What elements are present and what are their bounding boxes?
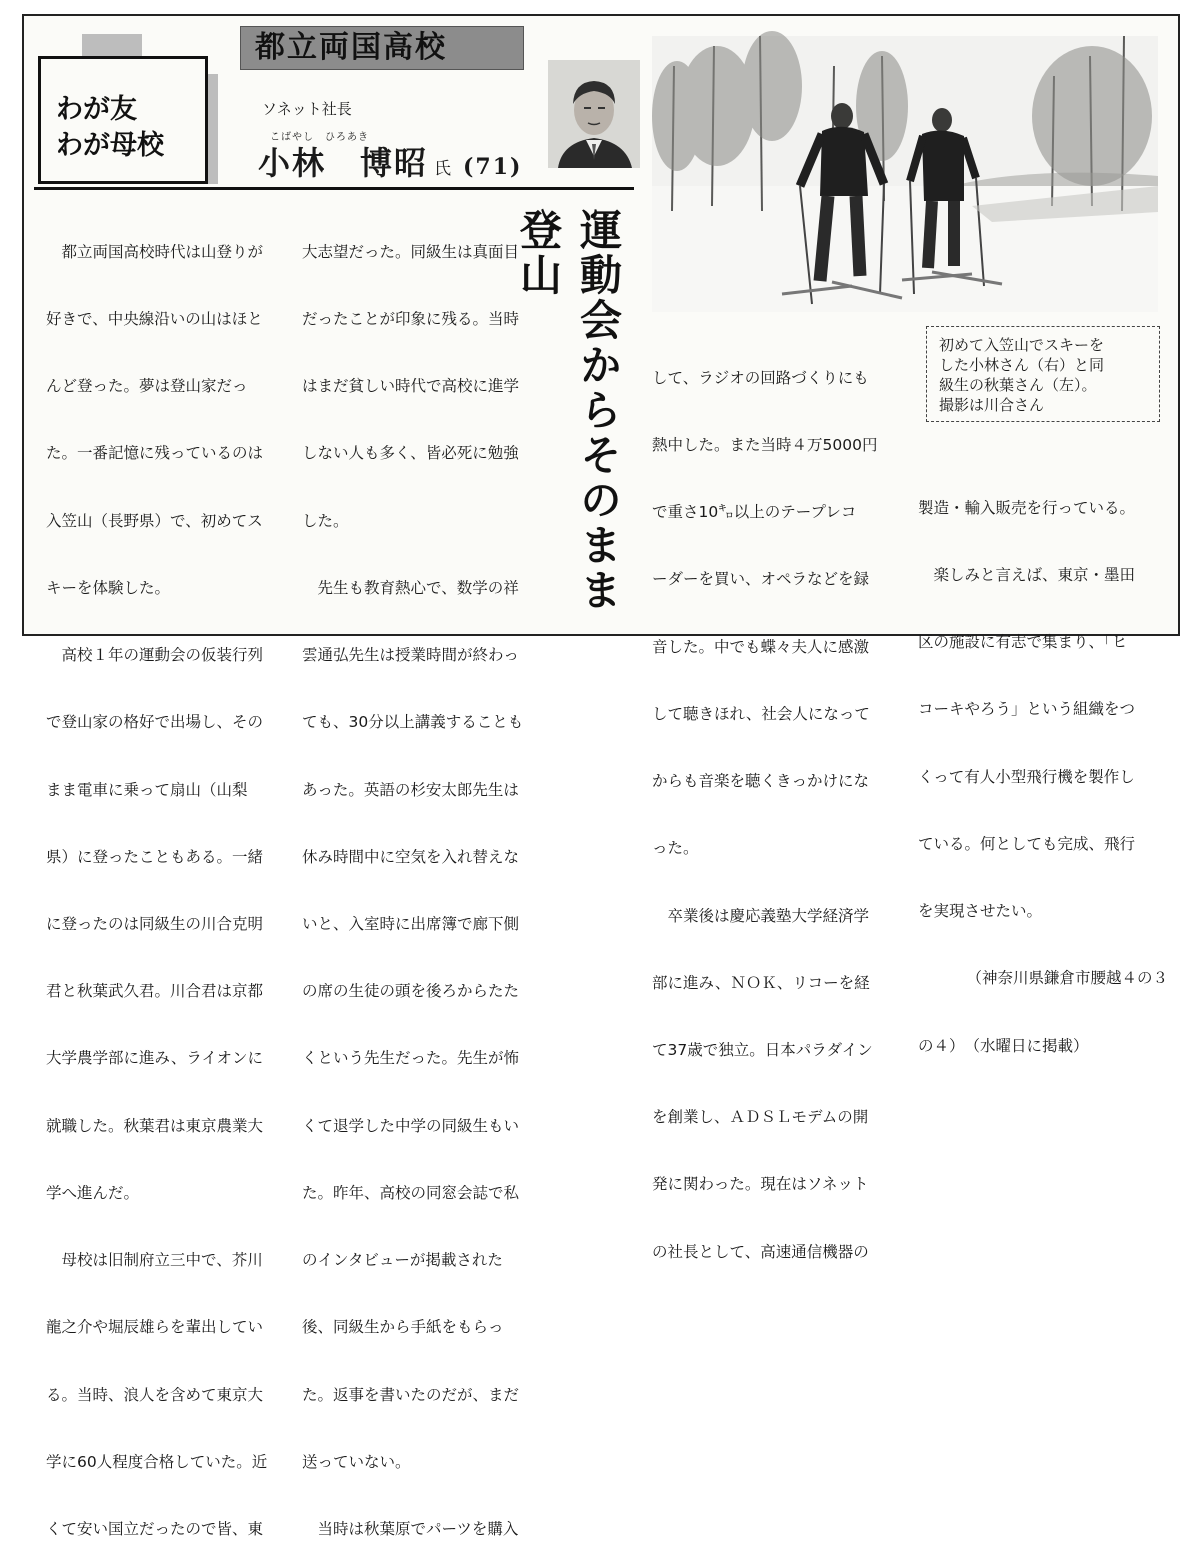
text-line: 音した。中でも蝶々夫人に感激 — [652, 637, 870, 656]
text-line: して聴きほれ、社会人になって — [652, 704, 870, 723]
name-ruby: こばやし ひろあき — [270, 132, 369, 143]
text-line: した。 — [302, 511, 349, 530]
text-line: しない人も多く、皆必死に勉強 — [302, 444, 519, 463]
text-line: あった。英語の杉安太郎先生は — [302, 780, 519, 799]
text-line: んど登った。夢は登山家だっ — [46, 377, 248, 396]
text-line: 熱中した。また当時４万5000円 — [652, 436, 878, 455]
text-line: 入笠山（長野県）で、初めてス — [46, 511, 263, 530]
text-line: 好きで、中央線沿いの山はほと — [46, 310, 263, 329]
text-line: た。返事を書いたのだが、まだ — [302, 1385, 520, 1404]
text-line: 母校は旧制府立三中で、芥川 — [46, 1251, 263, 1270]
header-rule — [34, 187, 634, 190]
text-line: くという先生だった。先生が怖 — [302, 1049, 520, 1068]
person-name: 小林 博昭 — [258, 144, 429, 182]
text-line: はまだ貧しい時代で高校に進学 — [302, 377, 520, 396]
text-line: キーを体験した。 — [46, 578, 171, 597]
article-column-1 — [46, 196, 296, 1563]
article-column-4 — [918, 452, 1168, 1079]
text-line: で登山家の格好で出場し、その — [46, 713, 264, 732]
person-age: (71) — [463, 154, 523, 180]
text-line: 大志望だった。同級生は真面目 — [302, 242, 520, 261]
person-name-line — [258, 138, 522, 184]
text-line: 学に60人程度合格していた。近 — [46, 1452, 268, 1471]
text-line: 当時は秋葉原でパーツを購入 — [302, 1519, 519, 1538]
photo-caption — [926, 326, 1160, 422]
text-line: た。昨年、高校の同窓会誌で私 — [302, 1183, 520, 1202]
series-emblem — [30, 34, 218, 184]
text-line: 大学農学部に進み、ライオンに — [46, 1049, 264, 1068]
text-line: 龍之介や堀辰雄らを輩出してい — [46, 1318, 264, 1337]
text-line: 卒業後は慶応義塾大学経済学 — [652, 906, 870, 925]
caption-line: 級生の秋葉さん（左）。 — [939, 376, 1097, 394]
text-line: て37歳で独立。日本パラダイン — [652, 1041, 873, 1059]
text-line: だったことが印象に残る。当時 — [302, 310, 520, 329]
caption-line: 初めて入笠山でスキーを — [939, 336, 1105, 354]
portrait-illustration — [548, 60, 640, 168]
text-line: に登ったのは同級生の川合克明 — [46, 915, 264, 933]
text-line: からも音楽を聴くきっかけにな — [652, 772, 870, 791]
portrait-photo — [548, 60, 640, 168]
text-line: 楽しみと言えば、東京・墨田 — [918, 566, 1136, 585]
text-line: くて退学した中学の同級生もい — [302, 1116, 520, 1135]
headline: 運動会からそのまま登山 — [514, 208, 623, 613]
school-name-banner: 都立両国高校 — [240, 26, 524, 70]
text-line: して、ラジオの回路づくりにも — [652, 368, 869, 387]
text-line: の社長として、高速通信機器の — [652, 1242, 869, 1261]
text-line: 休み時間中に空気を入れ替えな — [302, 847, 520, 866]
text-line: 雲通弘先生は授業時間が終わっ — [302, 646, 519, 665]
text-line: いと、入室時に出席簿で廊下側 — [302, 915, 520, 933]
text-line: った。 — [652, 839, 699, 858]
ski-scene-illustration — [652, 36, 1158, 312]
text-line: を実現させたい。 — [918, 902, 1043, 921]
text-line: る。当時、浪人を含めて東京大 — [46, 1385, 264, 1404]
honorific: 氏 — [434, 159, 454, 179]
text-line: くって有人小型飛行機を製作し — [918, 767, 1135, 786]
address-line: （神奈川県鎌倉市腰越４の３ — [966, 969, 1168, 988]
text-line: 製造・輸入販売を行っている。 — [918, 498, 1136, 517]
caption-line: した小林さん（右）と同 — [939, 356, 1105, 374]
text-line: 区の施設に有志で集まり、「ヒ — [918, 633, 1128, 652]
text-line: 発に関わった。現在はソネット — [652, 1175, 869, 1194]
text-line: の席の生徒の頭を後ろからたた — [302, 982, 520, 1001]
text-line: 県）に登ったこともある。一緒 — [46, 847, 264, 866]
text-line: 就職した。秋葉君は東京農業大 — [46, 1116, 264, 1135]
text-line: 後、同級生から手紙をもらっ — [302, 1318, 504, 1337]
text-line: まま電車に乗って扇山（山梨 — [46, 780, 248, 799]
text-line: 先生も教育熱心で、数学の祥 — [302, 578, 519, 597]
text-line: た。一番記憶に残っているのは — [46, 444, 264, 463]
series-label: わが友 わが母校 — [56, 94, 164, 161]
text-line: で重さ10㌔以上のテープレコ — [652, 503, 857, 522]
text-line: くて安い国立だったので皆、東 — [46, 1519, 264, 1538]
text-line: ーダーを買い、オペラなどを録 — [652, 570, 870, 589]
article-column-3 — [652, 322, 902, 1285]
text-line: ても、30分以上講義することも — [302, 713, 524, 732]
text-line: コーキやろう」という組織をつ — [918, 700, 1136, 719]
caption-line: 撮影は川合さん — [939, 396, 1045, 414]
text-line: を創業し、ＡＤＳＬモデムの開 — [652, 1108, 869, 1127]
text-line: 部に進み、ＮＯＫ、リコーを経 — [652, 973, 870, 992]
text-line: 学へ進んだ。 — [46, 1183, 140, 1202]
article-column-2 — [302, 196, 560, 1563]
text-line: 高校１年の運動会の仮装行列 — [46, 646, 264, 665]
text-line: 君と秋葉武久君。川合君は京都 — [46, 982, 264, 1001]
ski-photo — [652, 36, 1158, 312]
text-line: ている。何としても完成、飛行 — [918, 834, 1136, 853]
text-line: のインタビューが掲載された — [302, 1251, 503, 1270]
publication-note: の４） （水曜日に掲載） — [918, 1036, 1089, 1055]
person-title: ソネット社長 — [262, 100, 352, 118]
text-line: 都立両国高校時代は山登りが — [46, 242, 264, 261]
text-line: 送っていない。 — [302, 1452, 411, 1471]
